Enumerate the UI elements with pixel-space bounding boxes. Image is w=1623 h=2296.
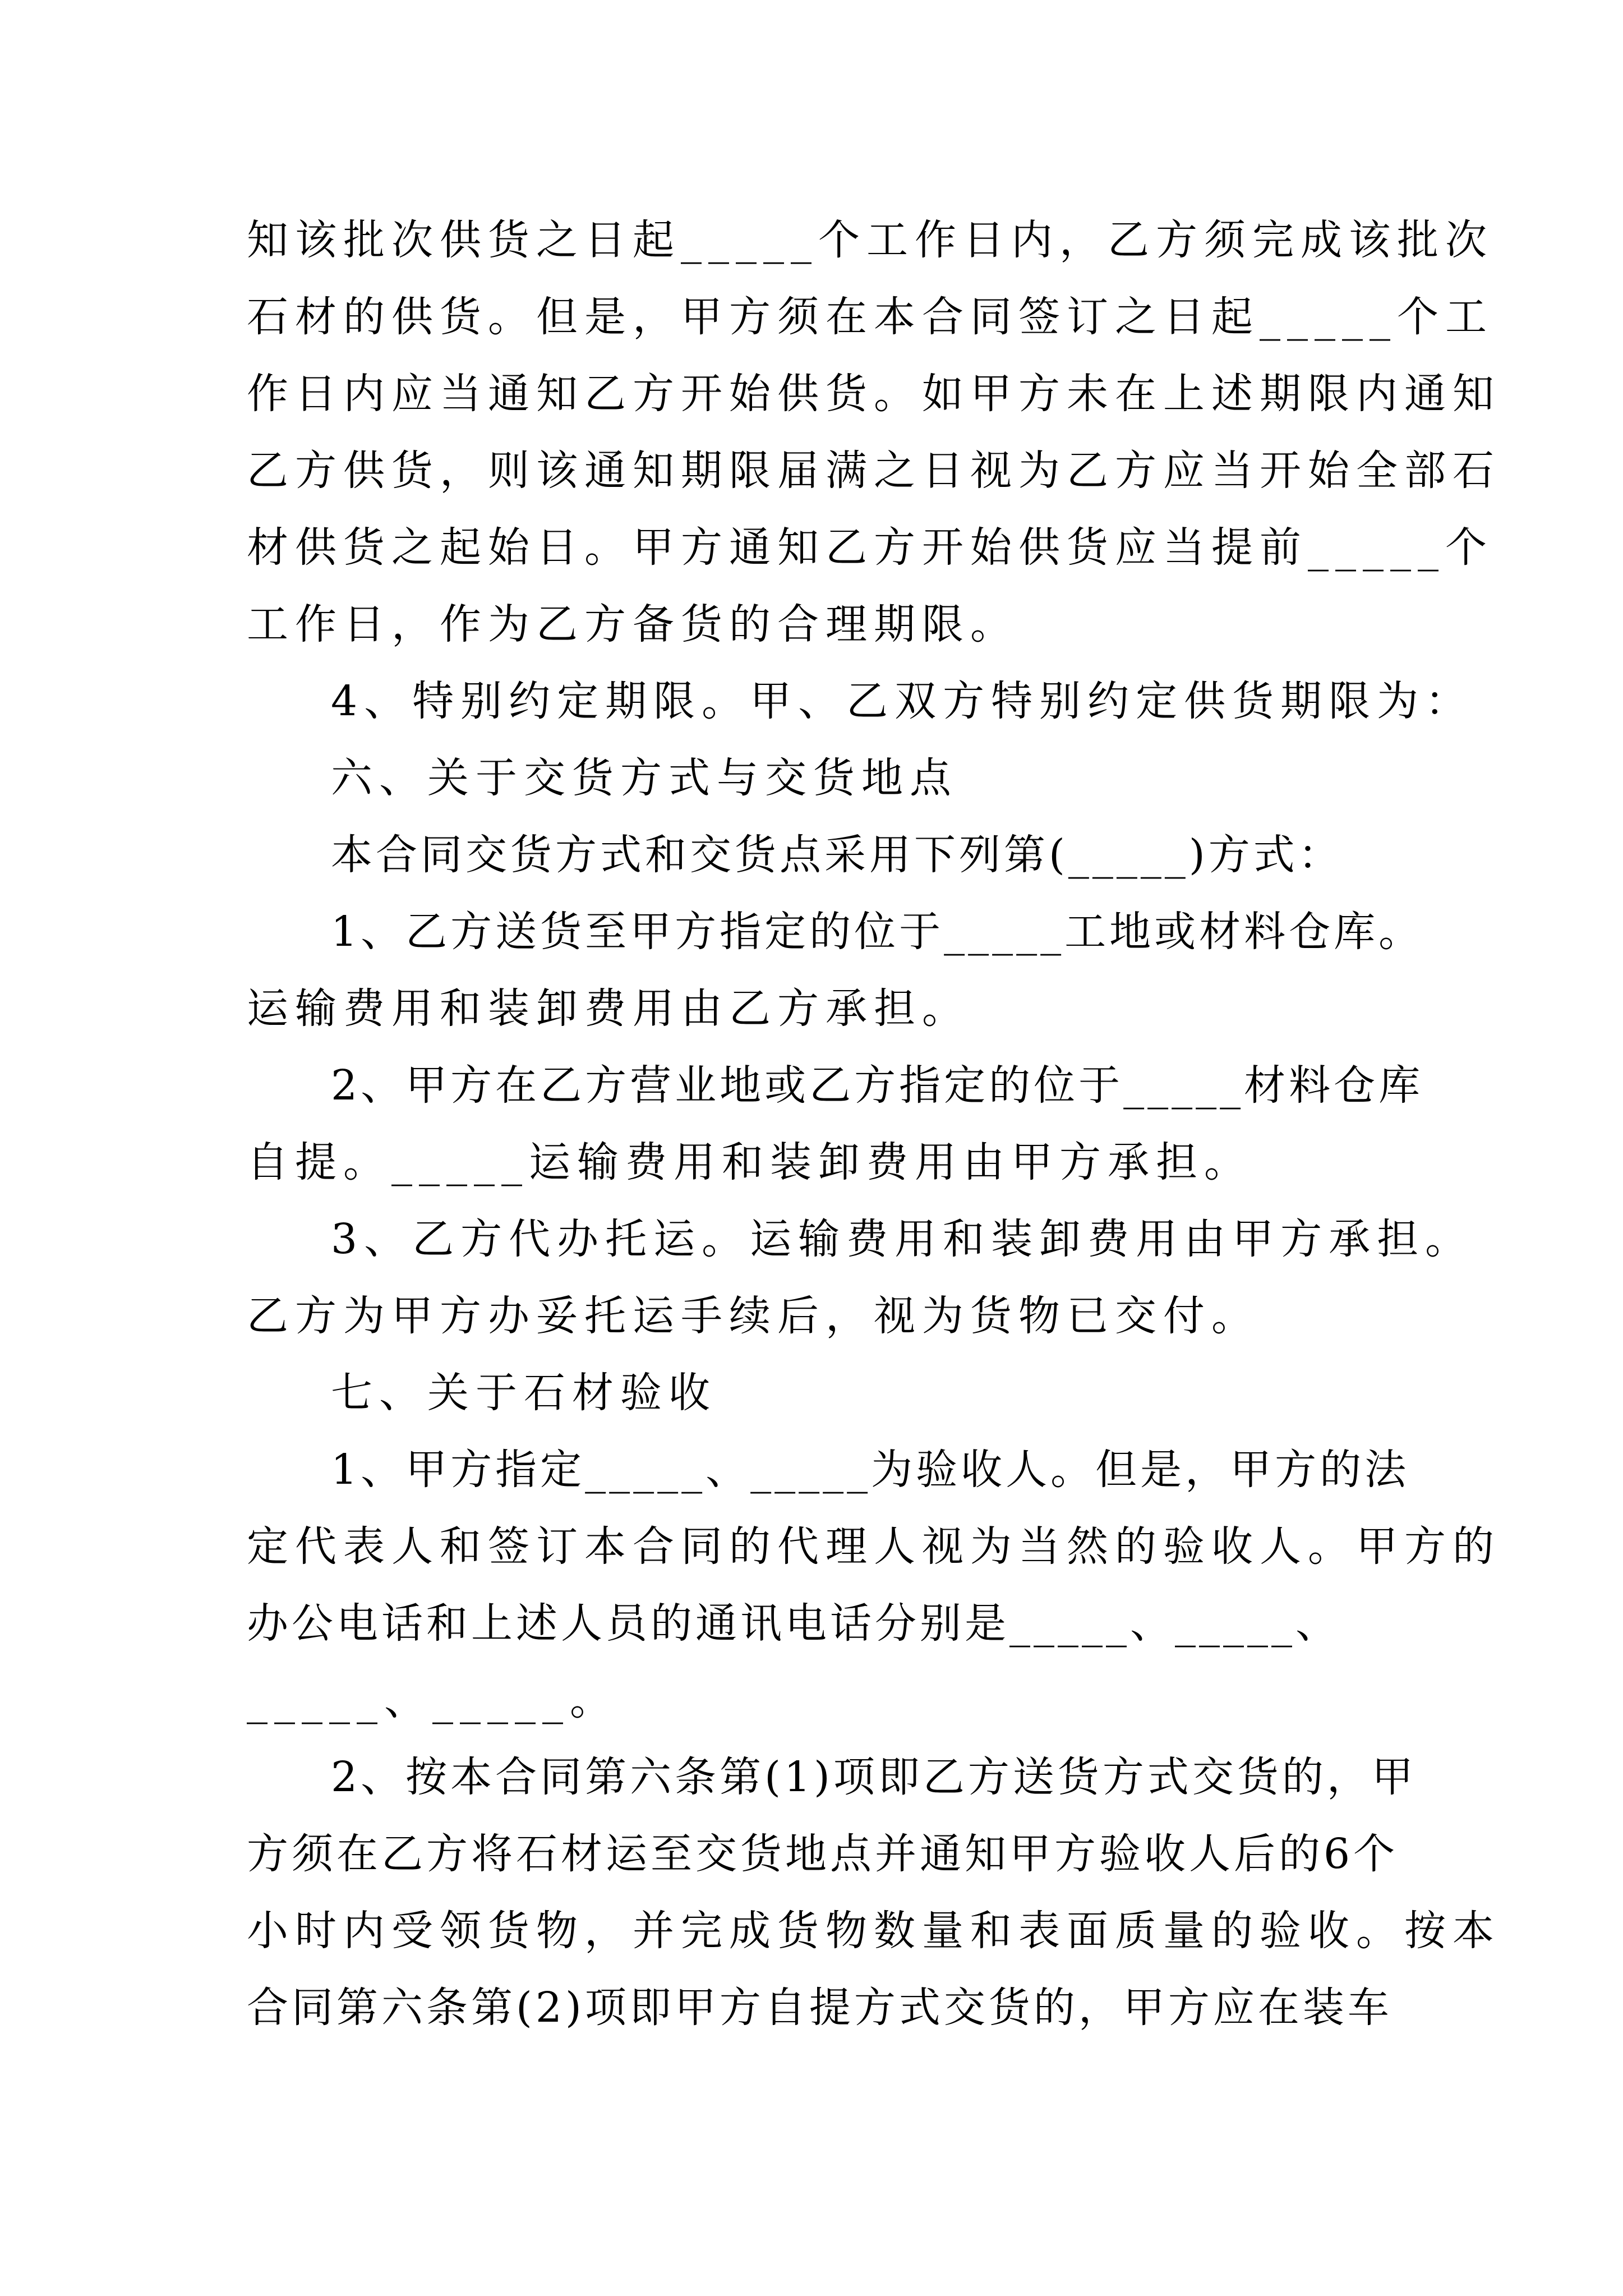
section-heading: 六、关于交货方式与交货地点 bbox=[331, 754, 958, 802]
text-line: 材供货之起始日。甲方通知乙方开始供货应当提前_____个 bbox=[247, 523, 1493, 572]
text-line: 合同第六条第(2)项即甲方自提方式交货的，甲方应在装车 bbox=[247, 1984, 1393, 2032]
text-line: _____、_____。 bbox=[247, 1676, 618, 1724]
text-line: 办公电话和上述人员的通讯电话分别是_____、_____、 bbox=[247, 1599, 1340, 1648]
text-line: 自提。_____运输费用和装卸费用由甲方承担。 bbox=[247, 1138, 1252, 1186]
text-line: 2、甲方在乙方营业地或乙方指定的位于_____材料仓库 bbox=[331, 1061, 1424, 1110]
contract-body-text bbox=[247, 202, 1501, 2046]
text-line: 工作日，作为乙方备货的合理期限。 bbox=[247, 600, 1018, 648]
text-line: 乙方供货，则该通知期限届满之日视为乙方应当开始全部石 bbox=[247, 447, 1501, 495]
text-line: 定代表人和签订本合同的代理人视为当然的验收人。甲方的 bbox=[247, 1522, 1501, 1571]
text-line: 3、乙方代办托运。运输费用和装卸费用由甲方承担。 bbox=[331, 1215, 1474, 1263]
text-line: 小时内受领货物，并完成货物数量和表面质量的验收。按本 bbox=[247, 1907, 1501, 1955]
text-line: 方须在乙方将石材运至交货地点并通知甲方验收人后的6个 bbox=[247, 1830, 1399, 1878]
section-heading: 七、关于石材验收 bbox=[331, 1369, 717, 1417]
text-line: 1、乙方送货至甲方指定的位于_____工地或材料仓库。 bbox=[331, 908, 1424, 956]
text-line: 1、甲方指定_____、_____为验收人。但是，甲方的法 bbox=[331, 1446, 1410, 1494]
text-line: 4、特别约定期限。甲、乙双方特别约定供货期限为： bbox=[331, 677, 1474, 725]
text-line: 2、按本合同第六条第(1)项即乙方送货方式交货的，甲 bbox=[331, 1753, 1417, 1801]
text-line: 知该批次供货之日起_____个工作日内，乙方须完成该批次 bbox=[247, 216, 1493, 264]
text-line: 乙方为甲方办妥托运手续后，视为货物已交付。 bbox=[247, 1292, 1260, 1340]
text-line: 石材的供货。但是，甲方须在本合同签订之日起_____个工 bbox=[247, 293, 1493, 341]
text-line: 作日内应当通知乙方开始供货。如甲方未在上述期限内通知 bbox=[247, 370, 1501, 418]
text-line: 本合同交货方式和交货点采用下列第(_____)方式： bbox=[331, 831, 1343, 879]
text-line: 运输费用和装卸费用由乙方承担。 bbox=[247, 984, 970, 1033]
